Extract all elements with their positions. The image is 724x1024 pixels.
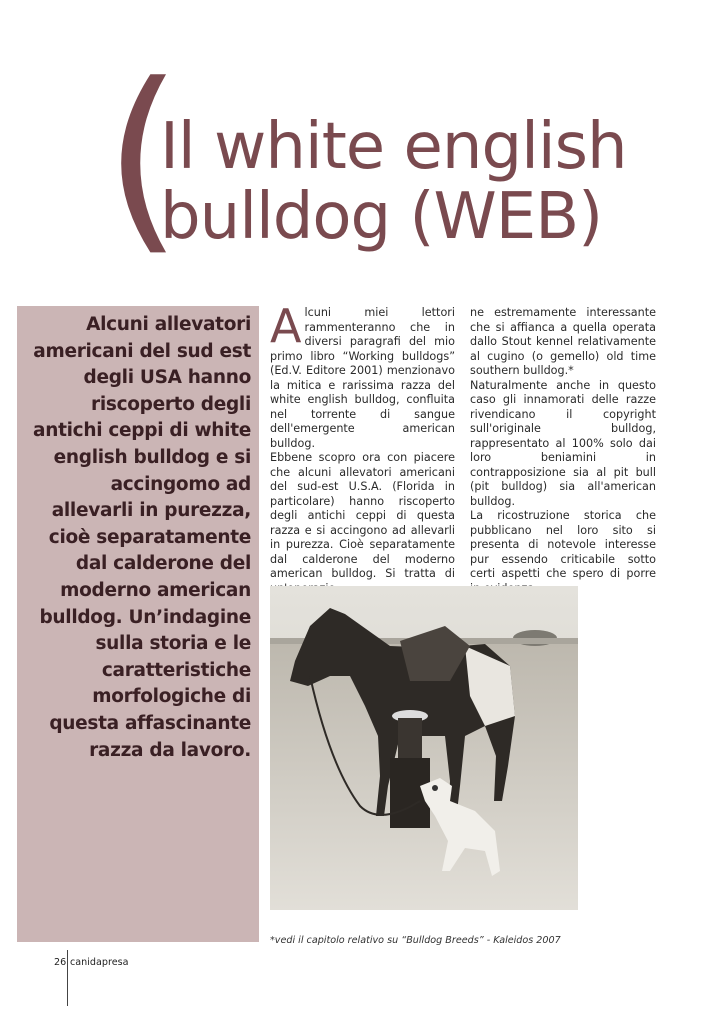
page-number: 26: [54, 957, 67, 968]
title-bracket: (: [104, 41, 183, 274]
photo-horse-and-bulldog: [270, 586, 578, 910]
title-line-2: bulldog (WEB): [160, 180, 603, 254]
photo-caption: *vedi il capitolo relativo su “Bulldog Breeds” - Kaleidos 2007: [270, 935, 561, 946]
article-paragraph: Naturalmente anche in questo caso gli innamorati delle razze rivendicano il copyright sull'originale bulldog, rappresentato al 100% solo dai loro beniamini in contrapposizione sia al pit bull (pit bulldog) sia all'american bulldog.: [470, 378, 656, 508]
paragraph-text: lcuni miei lettori rammenteranno che in diversi paragrafi del mio primo libro “Working bulldogs” (Ed.V. Editore 2001) menzionavo la mitica e rarissima razza del white english bulldog, confluita nel torrente di sangue dell'emergente american bulldog.: [270, 306, 455, 450]
article-column-2: [470, 306, 656, 596]
title-line-1: Il white english: [160, 110, 627, 184]
article-paragraph: ne estremamente interessante che si affianca a quella operata dallo Stout kennel relativamente al cugino (o gemello) old time southern bulldog.*: [470, 306, 656, 377]
article-paragraph: La ricostruzione storica che pubblicano nel loro sito si presenta di notevole interesse pur essendo criticabile sotto certi aspetti che spero di porre: [470, 509, 656, 580]
page-title: [160, 112, 720, 252]
article-column-1: [270, 299, 455, 596]
article-paragraph: [270, 299, 455, 451]
sidebar-lead-text: Alcuni allevatori americani del sud est degli USA hanno riscoperto degli antichi ceppi di white english bulldog e si accingomo ad allevarli in purezza, cioè separatamente dal calderone del moderno american bulldog. Un’indagine sulla storia e le caratteristiche morfologiche di questa affascinante razza da lavoro.: [33, 314, 251, 761]
footer-divider: [67, 950, 68, 1006]
drop-cap: A: [270, 299, 302, 353]
photo-illustration: [270, 586, 578, 910]
sidebar-box: [17, 306, 259, 942]
magazine-name: canidapresa: [70, 957, 129, 968]
article-paragraph: Ebbene scopro ora con piacere che alcuni allevatori americani del sud-est U.S.A. (Florida in particolare) hanno riscoperto degli antichi ceppi di questa razza e si accingono ad allevarli in purezza. Cioè separatamente dal calderone del moderno american bulldog. Si tratta di: [270, 451, 455, 580]
